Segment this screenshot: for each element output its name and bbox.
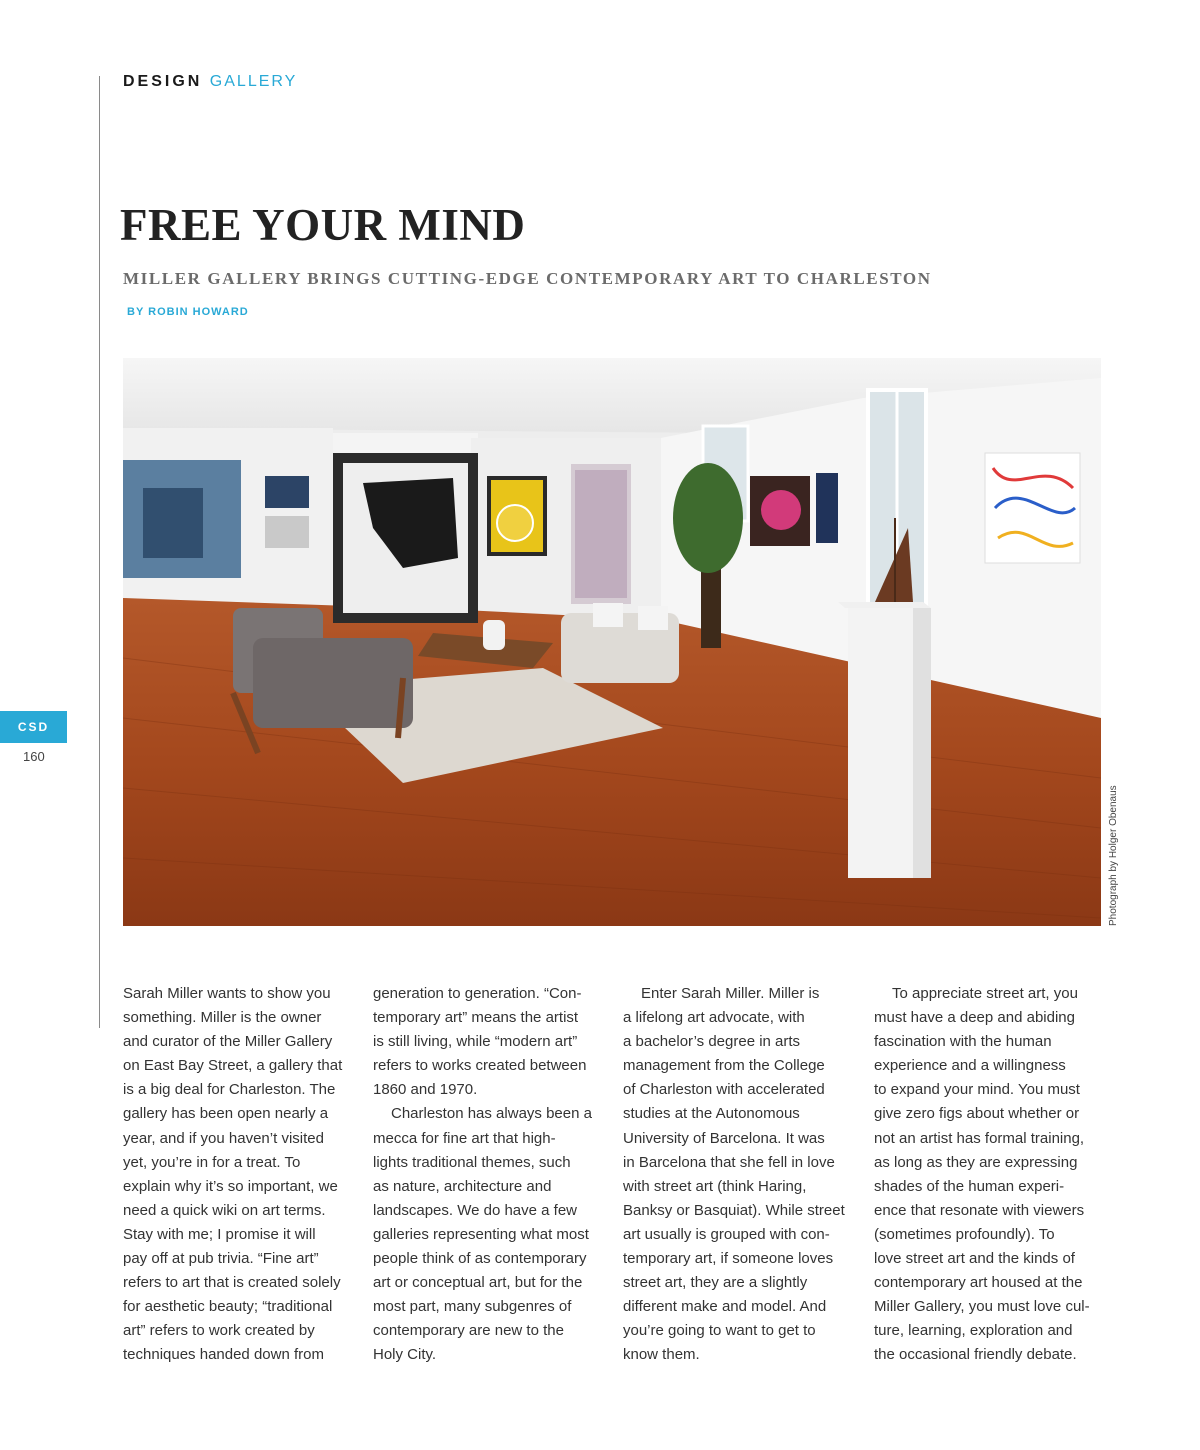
text-line: To appreciate street art, you [892, 985, 1078, 1002]
text-line: studies at the Autonomous [623, 1105, 800, 1123]
text-line: lights traditional themes, such [373, 1153, 571, 1171]
text-line: is still living, while “modern art” [373, 1033, 578, 1051]
text-line: art usually is grouped with con- [623, 1225, 830, 1243]
text-line: ture, learning, exploration and [874, 1322, 1073, 1340]
photo-credit: Photograph by Holger Obenaus [1108, 785, 1119, 926]
text-line: you’re going to want to get to [623, 1322, 816, 1340]
text-line: Miller Gallery, you must love cul- [874, 1298, 1090, 1316]
page-number: 160 [23, 749, 45, 764]
byline: BY ROBIN HOWARD [127, 306, 249, 318]
text-line: must have a deep and abiding [874, 1009, 1075, 1027]
paragraph [373, 1102, 605, 1367]
text-line: as nature, architecture and [373, 1177, 552, 1195]
text-line: temporary art, if someone loves [623, 1250, 834, 1268]
text-line: techniques handed down from [123, 1346, 324, 1364]
text-line: in Barcelona that she fell in love [623, 1153, 835, 1171]
text-line: love street art and the kinds of [874, 1250, 1075, 1268]
text-line: year, and if you haven’t visited [123, 1129, 324, 1147]
text-line: for aesthetic beauty; “traditional [123, 1298, 333, 1316]
text-line: generation to generation. “Con- [373, 985, 582, 1002]
text-line: contemporary art housed at the [874, 1274, 1083, 1292]
text-line: refers to art that is created solely [123, 1274, 341, 1292]
text-line: most part, many subgenres of [373, 1298, 572, 1316]
text-line: 1860 and 1970. [373, 1081, 478, 1099]
text-line: fascination with the human [874, 1033, 1052, 1051]
text-line: yet, you’re in for a treat. To [123, 1153, 301, 1171]
deck-subtitle: MILLER GALLERY BRINGS CUTTING-EDGE CONTEMPORARY ART TO CHARLESTON [123, 269, 932, 288]
section-label [123, 72, 297, 92]
body-column-1 [123, 982, 355, 1368]
text-line: to expand your mind. You must [874, 1081, 1080, 1099]
text-line: Stay with me; I promise it will [123, 1225, 316, 1243]
text-line: gallery has been open nearly a [123, 1105, 329, 1123]
text-line: Sarah Miller wants to show you [123, 985, 331, 1002]
text-line: Enter Sarah Miller. Miller is [641, 985, 820, 1002]
text-line: contemporary are new to the [373, 1322, 564, 1340]
text-line: a bachelor’s degree in arts [623, 1033, 801, 1051]
text-line: explain why it’s so important, we [123, 1177, 338, 1195]
text-line: with street art (think Haring, [623, 1177, 807, 1195]
paragraph [623, 982, 855, 1368]
text-line: landscapes. We do have a few [373, 1201, 578, 1219]
headline: FREE YOUR MIND [120, 200, 526, 250]
text-line: art” refers to work created by [123, 1322, 315, 1340]
text-line: galleries representing what most [373, 1225, 589, 1243]
text-line: the occasional friendly debate. [874, 1346, 1077, 1364]
text-line: University of Barcelona. It was [623, 1129, 825, 1147]
text-line: Charleston has always been a [391, 1105, 592, 1123]
section-label-design: DESIGN [123, 73, 203, 90]
text-line: art or conceptual art, but for the [373, 1274, 583, 1292]
text-line: temporary art” means the artist [373, 1009, 579, 1027]
folio-tab: CSD [0, 711, 67, 743]
margin-rule [99, 76, 100, 1028]
text-line: pay off at pub trivia. “Fine art” [123, 1250, 319, 1268]
text-line: shades of the human experi- [874, 1177, 1065, 1195]
section-label-gallery: GALLERY [209, 73, 298, 90]
text-line: Holy City. [373, 1346, 437, 1364]
gallery-photo [123, 358, 1101, 926]
text-line: experience and a willingness [874, 1057, 1066, 1075]
paragraph [123, 982, 355, 1368]
text-line: mecca for fine art that high- [373, 1129, 556, 1147]
text-line: management from the College [623, 1057, 825, 1075]
text-line: of Charleston with accelerated [623, 1081, 825, 1099]
text-line: different make and model. And [623, 1298, 827, 1316]
body-column-3 [623, 982, 855, 1368]
text-line: refers to works created between [373, 1057, 587, 1075]
text-line: Banksy or Basquiat). While street [623, 1201, 845, 1219]
text-line: a lifelong art advocate, with [623, 1009, 805, 1027]
text-line: not an artist has formal training, [874, 1129, 1085, 1147]
text-line: ence that resonate with viewers [874, 1201, 1085, 1219]
text-line: as long as they are expressing [874, 1153, 1078, 1171]
body-column-2 [373, 982, 605, 1368]
text-line: (sometimes profoundly). To [874, 1225, 1055, 1243]
text-line: need a quick wiki on art terms. [123, 1201, 326, 1219]
text-line: and curator of the Miller Gallery [123, 1033, 333, 1051]
text-line: know them. [623, 1346, 700, 1364]
text-line: on East Bay Street, a gallery that [123, 1057, 343, 1075]
paragraph [874, 982, 1106, 1368]
paragraph [373, 982, 605, 1102]
text-line: street art, they are a slightly [623, 1274, 808, 1292]
text-line: is a big deal for Charleston. The [123, 1081, 336, 1099]
text-line: something. Miller is the owner [123, 1009, 322, 1027]
body-column-4 [874, 982, 1106, 1368]
text-line: people think of as contemporary [373, 1250, 587, 1268]
text-line: give zero figs about whether or [874, 1105, 1080, 1123]
